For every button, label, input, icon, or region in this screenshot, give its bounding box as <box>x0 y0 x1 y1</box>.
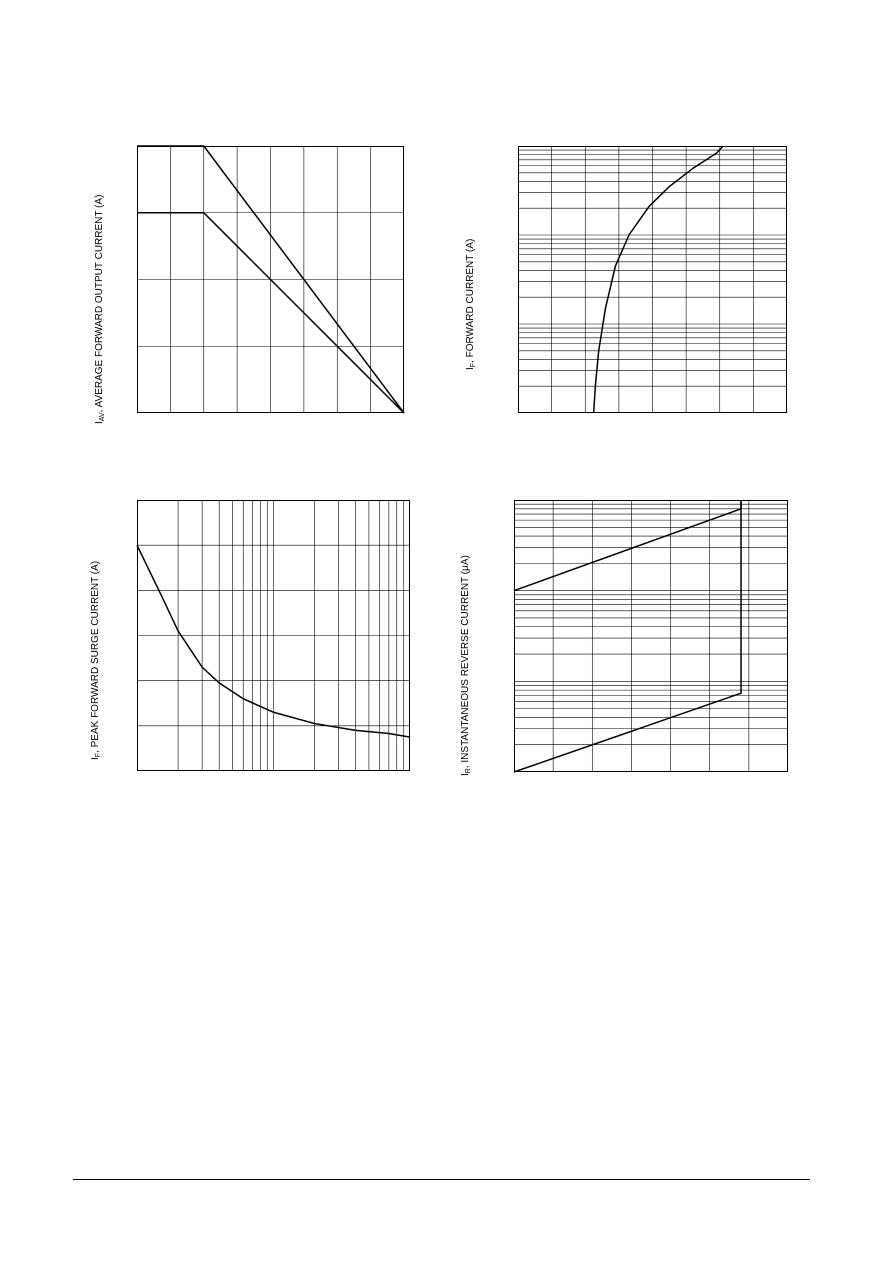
series-line <box>514 500 741 772</box>
grid-lines <box>137 500 410 771</box>
y-axis-label: $I_F$, FORWARD CURRENT (A) <box>465 238 477 370</box>
y-axis-label: $I_R$, INSTANTANEOUS REVERSE CURRENT (μA) <box>460 555 472 776</box>
chart-fig1 <box>137 146 404 413</box>
chart-fig2 <box>518 146 787 413</box>
series-line <box>514 500 741 591</box>
chart-fig4 <box>514 500 788 772</box>
chart-fig3 <box>137 500 410 771</box>
y-axis-label: $I_{AV}$, AVERAGE FORWARD OUTPUT CURRENT (A) <box>94 194 106 424</box>
series-line <box>594 146 723 413</box>
grid-lines <box>518 146 787 413</box>
y-axis-label: $I_F$, PEAK FORWARD SURGE CURRENT (A) <box>90 560 102 760</box>
footer-divider <box>73 1179 810 1180</box>
